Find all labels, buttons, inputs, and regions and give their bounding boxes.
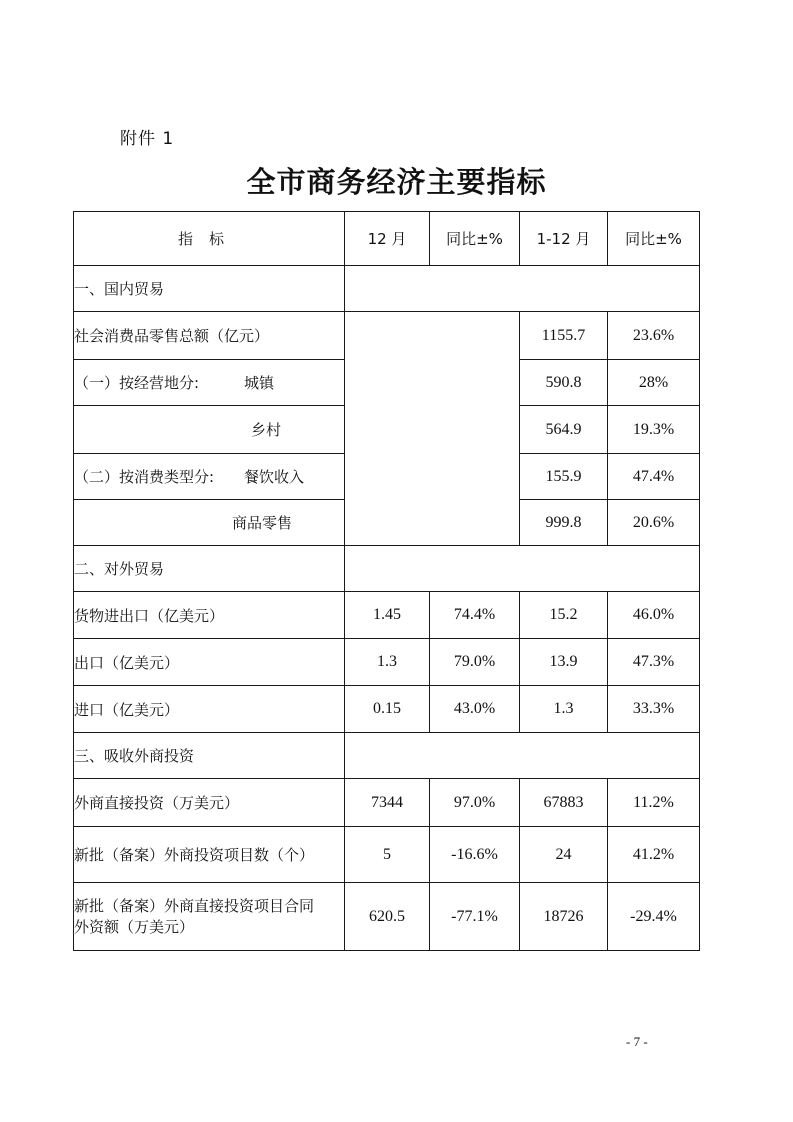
row-label	[74, 454, 345, 500]
row-label: 社会消费品零售总额（亿元）	[74, 312, 345, 360]
header-month-yoy: 同比±%	[430, 212, 520, 266]
row-label-prefix: （一）按经营地分:	[74, 374, 200, 392]
row-label	[74, 500, 345, 546]
cell-ytd: 13.9	[520, 639, 608, 686]
cell-month: 1.45	[345, 592, 430, 639]
cell-month-yoy: 74.4%	[430, 592, 520, 639]
cell-ytd-yoy: 46.0%	[608, 592, 700, 639]
row-label-value: 商品零售	[232, 514, 293, 532]
section-blank	[345, 266, 700, 312]
cell-ytd: 564.9	[520, 406, 608, 454]
section-title-foreign-investment: 三、吸收外商投资	[74, 733, 345, 779]
row-label-line2: 外资额（万美元）	[74, 917, 195, 936]
cell-ytd-yoy: 47.3%	[608, 639, 700, 686]
table-row	[74, 779, 700, 827]
indicators-table	[73, 211, 700, 951]
row-label-value: 餐饮收入	[244, 468, 305, 486]
cell-month: 7344	[345, 779, 430, 827]
merged-blank-cell	[345, 312, 520, 546]
cell-month-yoy: -77.1%	[430, 883, 520, 951]
section-row-domestic	[74, 266, 700, 312]
section-blank	[345, 546, 700, 592]
table-row	[74, 592, 700, 639]
table-row	[74, 639, 700, 686]
header-ytd-yoy: 同比±%	[608, 212, 700, 266]
row-label-value: 城镇	[244, 374, 275, 392]
cell-ytd: 67883	[520, 779, 608, 827]
cell-ytd-yoy: 33.3%	[608, 686, 700, 733]
table-row	[74, 827, 700, 883]
cell-month: 620.5	[345, 883, 430, 951]
cell-ytd: 18726	[520, 883, 608, 951]
cell-ytd-yoy: 11.2%	[608, 779, 700, 827]
section-title-domestic: 一、国内贸易	[74, 266, 345, 312]
cell-ytd: 155.9	[520, 454, 608, 500]
row-label	[74, 360, 345, 406]
header-row	[74, 212, 700, 266]
attachment-label: 附件 1	[120, 129, 175, 149]
header-indicator: 指标	[74, 212, 345, 266]
cell-ytd: 999.8	[520, 500, 608, 546]
row-label	[74, 406, 345, 454]
row-label: 外商直接投资（万美元）	[74, 779, 345, 827]
cell-ytd: 1.3	[520, 686, 608, 733]
cell-ytd-yoy: 20.6%	[608, 500, 700, 546]
header-ytd: 1-12 月	[520, 212, 608, 266]
row-label: 货物进出口（亿美元）	[74, 592, 345, 639]
cell-ytd-yoy: 23.6%	[608, 312, 700, 360]
cell-ytd: 1155.7	[520, 312, 608, 360]
cell-ytd-yoy: 47.4%	[608, 454, 700, 500]
row-label: 出口（亿美元）	[74, 639, 345, 686]
section-row-foreign-trade	[74, 546, 700, 592]
cell-ytd-yoy: -29.4%	[608, 883, 700, 951]
cell-ytd-yoy: 19.3%	[608, 406, 700, 454]
header-month: 12 月	[345, 212, 430, 266]
cell-month-yoy: 97.0%	[430, 779, 520, 827]
row-label-line1: 新批（备案）外商直接投资项目合同	[74, 896, 315, 915]
cell-ytd: 24	[520, 827, 608, 883]
row-label: 新批（备案）外商投资项目数（个）	[74, 827, 345, 883]
cell-month: 0.15	[345, 686, 430, 733]
cell-ytd-yoy: 41.2%	[608, 827, 700, 883]
table-row	[74, 883, 700, 951]
row-label: 进口（亿美元）	[74, 686, 345, 733]
section-blank	[345, 733, 700, 779]
section-title-foreign-trade: 二、对外贸易	[74, 546, 345, 592]
row-label-value: 乡村	[251, 421, 282, 439]
cell-month-yoy: 43.0%	[430, 686, 520, 733]
table-row	[74, 686, 700, 733]
cell-ytd-yoy: 28%	[608, 360, 700, 406]
row-label-prefix: （二）按消费类型分:	[74, 468, 215, 486]
row-label	[74, 883, 345, 951]
page-number: - 7 -	[626, 1034, 648, 1049]
cell-month-yoy: -16.6%	[430, 827, 520, 883]
page-title: 全市商务经济主要指标	[246, 165, 547, 199]
cell-month-yoy: 79.0%	[430, 639, 520, 686]
cell-ytd: 590.8	[520, 360, 608, 406]
cell-month: 1.3	[345, 639, 430, 686]
table-row	[74, 312, 700, 360]
cell-month: 5	[345, 827, 430, 883]
cell-ytd: 15.2	[520, 592, 608, 639]
section-row-foreign-investment	[74, 733, 700, 779]
